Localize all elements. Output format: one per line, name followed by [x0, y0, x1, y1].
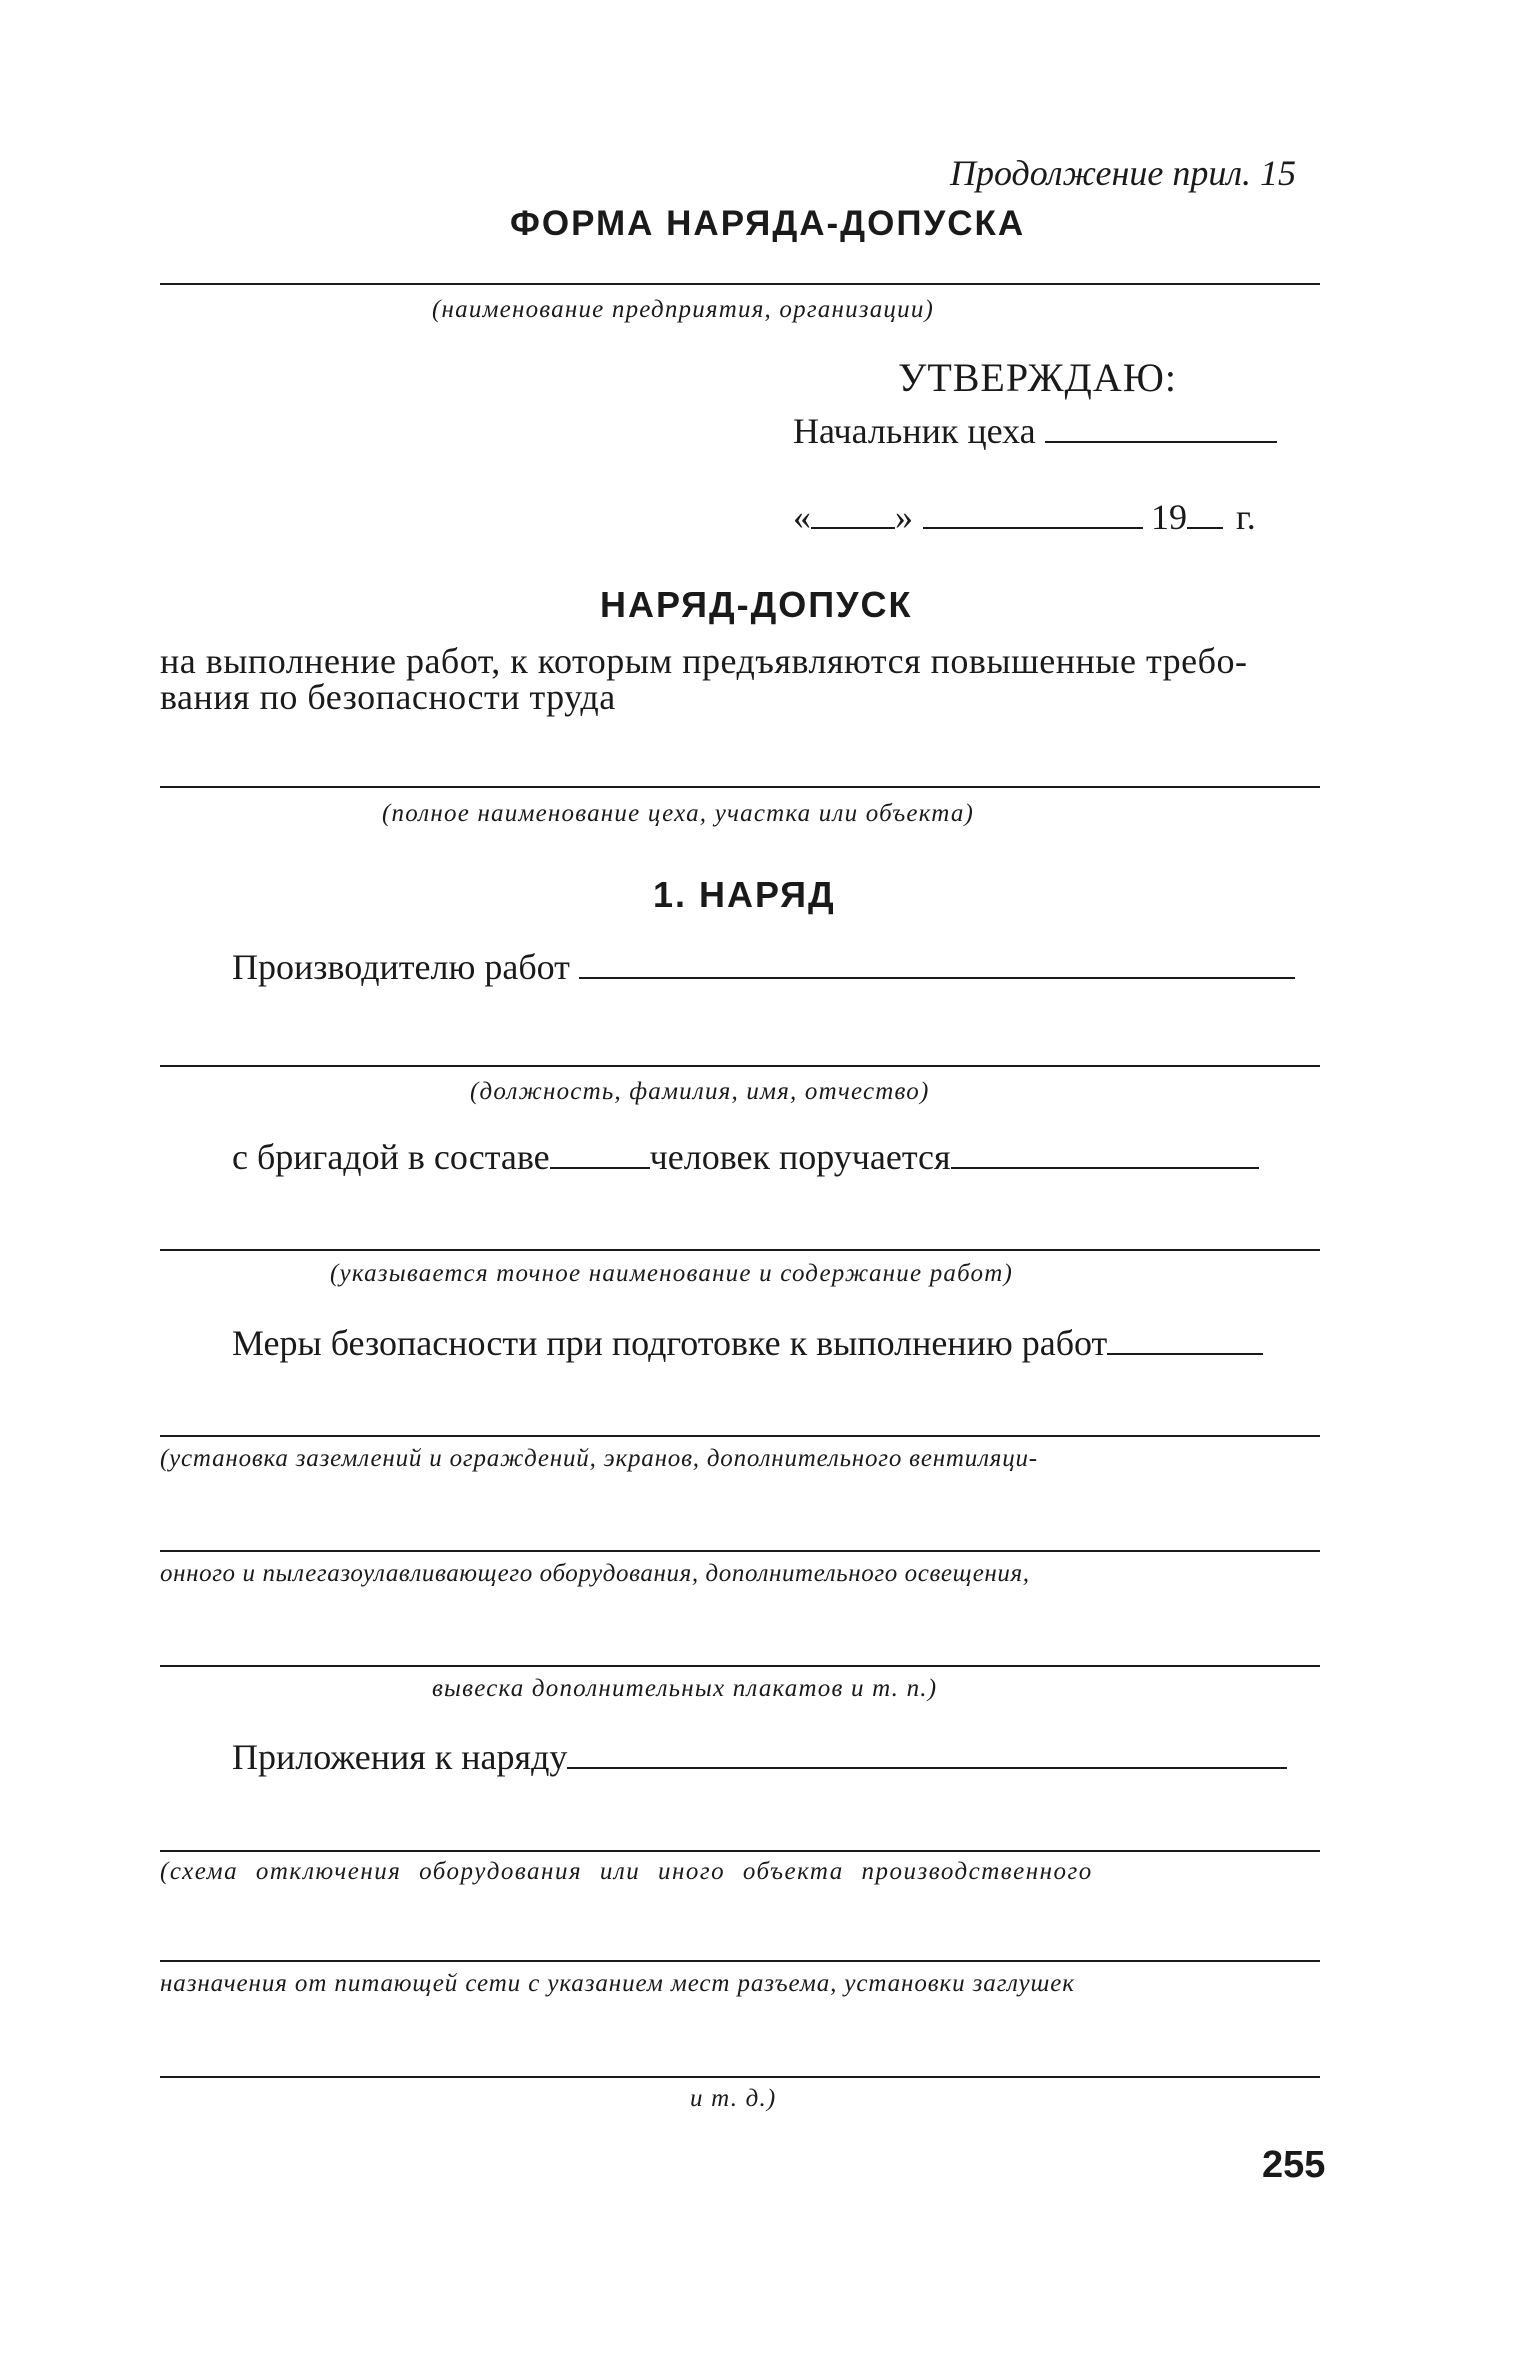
brigade-prefix: с бригадой в составе	[232, 1137, 550, 1177]
safety-caption-line2: онного и пылегазоулавливающего оборудования, дополнительного освещения,	[160, 1560, 1030, 1587]
safety-line-2	[160, 1550, 1320, 1552]
work-line	[160, 1249, 1320, 1251]
brigade-row	[232, 1136, 1259, 1178]
safety-row	[232, 1322, 1263, 1364]
position-caption: (должность, фамилия, имя, отчество)	[470, 1078, 930, 1105]
approval-year-field[interactable]	[1187, 497, 1223, 529]
document-description-line1: на выполнение работ, к которым предъявляются повышенные требо-	[160, 641, 1248, 681]
approval-day-field[interactable]	[811, 497, 895, 529]
year-prefix: 19	[1151, 497, 1187, 537]
page-number: 255	[1262, 2144, 1326, 2186]
section1-title: 1. НАРЯД	[653, 874, 836, 915]
safety-caption-line3: вывеска дополнительных плакатов и т. п.)	[432, 1675, 938, 1702]
attachments-row	[232, 1736, 1287, 1778]
shop-chief-signature-field[interactable]	[1045, 411, 1277, 443]
safety-field[interactable]	[1107, 1323, 1263, 1355]
assigned-work-field[interactable]	[951, 1137, 1259, 1169]
attachments-line-2	[160, 1960, 1320, 1962]
producer-field[interactable]	[579, 947, 1295, 979]
brigade-size-field[interactable]	[550, 1137, 650, 1169]
safety-line-1	[160, 1435, 1320, 1437]
shop-name-caption: (полное наименование цеха, участка или объекта)	[382, 800, 975, 827]
safety-caption-line1: (установка заземлений и ограждений, экранов, дополнительного вентиляци-	[160, 1445, 1038, 1472]
continuation-note: Продолжение прил. 15	[950, 153, 1297, 193]
shop-chief-row	[793, 410, 1277, 452]
attachments-field[interactable]	[567, 1737, 1287, 1769]
shop-name-line	[160, 786, 1320, 788]
work-caption: (указывается точное наименование и содержание работ)	[330, 1260, 1014, 1287]
approval-month-field[interactable]	[923, 497, 1143, 529]
brigade-suffix: человек поручается	[649, 1137, 951, 1177]
close-quote: »	[895, 497, 913, 537]
org-name-caption: (наименование предприятия, организации)	[432, 296, 935, 323]
position-line	[160, 1065, 1320, 1067]
attachments-line-3	[160, 2076, 1320, 2078]
document-title: НАРЯД-ДОПУСК	[600, 584, 913, 625]
producer-label: Производителю работ	[232, 947, 570, 987]
attachments-caption-line3: и т. д.)	[690, 2085, 777, 2112]
year-suffix: г.	[1236, 497, 1256, 537]
open-quote: «	[793, 497, 811, 537]
safety-label: Меры безопасности при подготовке к выполнению работ	[232, 1323, 1108, 1363]
producer-row	[232, 946, 1295, 988]
attachments-label: Приложения к наряду	[232, 1737, 568, 1777]
approval-date-row	[793, 496, 1256, 538]
attachments-caption-line1: (схема отключения оборудования или иного объекта производственного	[160, 1858, 1093, 1885]
org-name-line	[160, 283, 1320, 285]
approval-title: УТВЕРЖДАЮ:	[898, 355, 1177, 400]
attachments-caption-line2: назначения от питающей сети с указанием мест разъема, установки заглушек	[160, 1970, 1075, 1997]
document-description-line2: вания по безопасности труда	[160, 677, 616, 717]
form-title: ФОРМА НАРЯДА-ДОПУСКА	[510, 204, 1026, 243]
attachments-line-1	[160, 1850, 1320, 1852]
shop-chief-label: Начальник цеха	[793, 411, 1036, 451]
safety-line-3	[160, 1665, 1320, 1667]
